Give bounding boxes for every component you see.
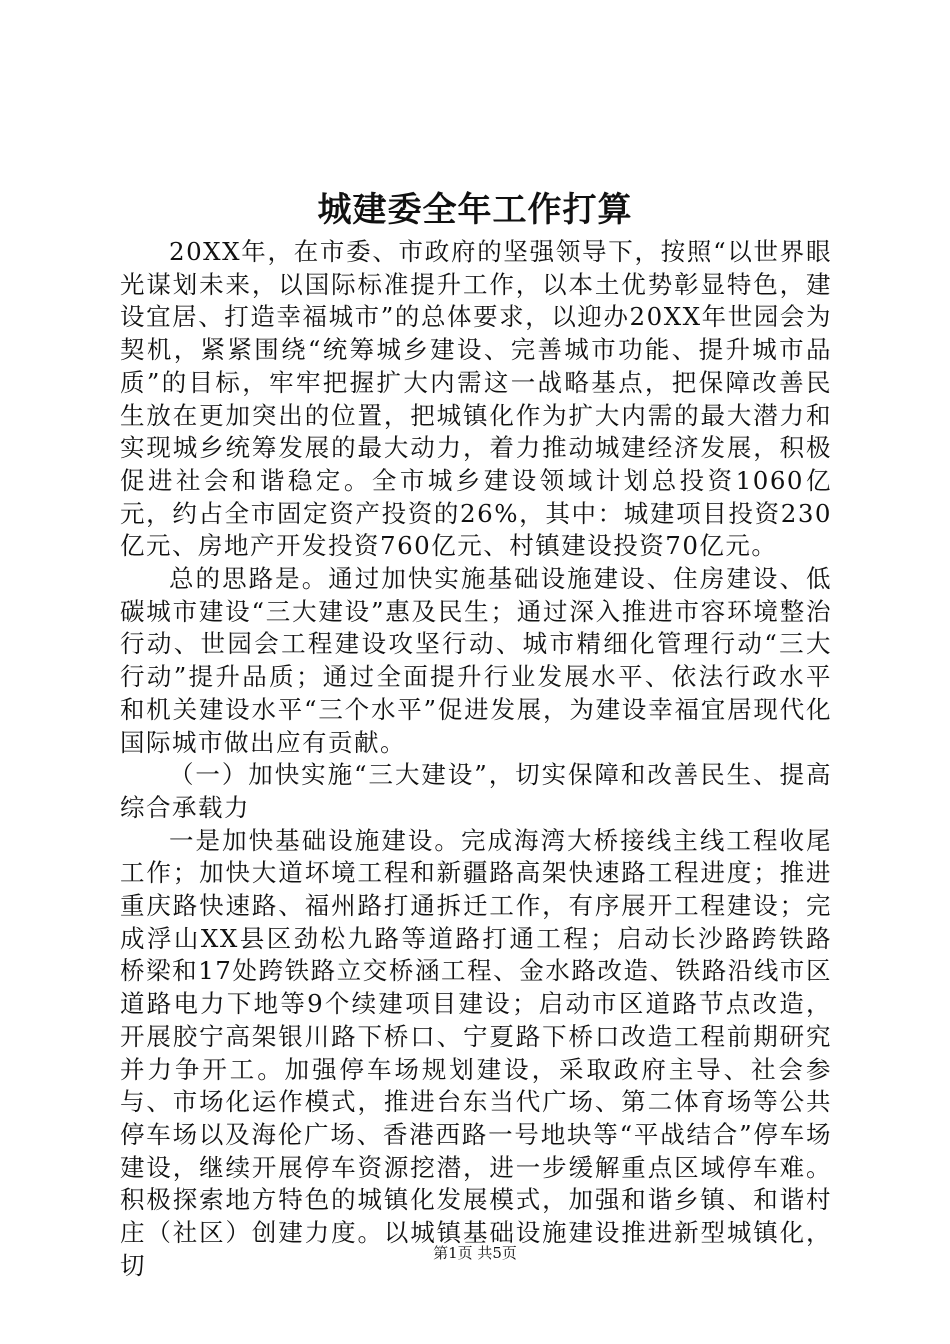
paragraph-intro: 20XX年，在市委、市政府的坚强领导下，按照“以世界眼光谋划未来，以国际标准提升工作，以本土优势彰显特色，建设宜居、打造幸福城市”的总体要求，以迎办20XX年世园会为契机，紧紧围绕“统筹城乡建设、完善城市功能、提升城市品质”的目标，牢牢把握扩大内需这一战略基点，把保障改善民生放在更加突出的位置，把城镇化作为扩大内需的最大潜力和实现城乡统筹发展的最大动力，着力推动城建经济发展，积极促进社会和谐稳定。全市城乡建设领域计划总投资1060亿元，约占全市固定资产投资的26%，其中：城建项目投资230亿元、房地产开发投资760亿元、村镇建设投资70亿元。	[120, 237, 832, 561]
document-body	[120, 236, 832, 1283]
paragraph-overall-approach: 总的思路是。通过加快实施基础设施建设、住房建设、低碳城市建设“三大建设”惠及民生；通过深入推进市容环境整治行动、世园会工程建设攻坚行动、城市精细化管理行动“三大行动”提升品质；通过全面提升行业发展水平、依法行政水平和机关建设水平“三个水平”促进发展，为建设幸福宜居现代化国际城市做出应有贡献。	[120, 564, 832, 757]
page-footer: 第1页 共5页	[433, 1244, 517, 1262]
section-heading-1: （一）加快实施“三大建设”，切实保障和改善民生、提高综合承载力	[120, 760, 832, 822]
document-title: 城建委全年工作打算	[317, 190, 633, 230]
paragraph-infrastructure: 一是加快基础设施建设。完成海湾大桥接线主线工程收尾工作；加快大道坏境工程和新疆路高架快速路工程进度；推进重庆路快速路、福州路打通拆迁工作，有序展开工程建设；完成浮山XX县区劲松九路等道路打通工程；启动长沙路跨铁路桥梁和17处跨铁路立交桥涵工程、金水路改造、铁路沿线市区道路电力下地等9个续建项目建设；启动市区道路节点改造，开展胶宁高架银川路下桥口、宁夏路下桥口改造工程前期研究并力争开工。加强停车场规划建设，采取政府主导、社会参与、市场化运作模式，推进台东当代广场、第二体育场等公共停车场以及海伦广场、香港西路一号地块等“平战结合”停车场建设，继续开展停车资源挖潜，进一步缓解重点区域停车难。积极探索地方特色的城镇化发展模式，加强和谐乡镇、和谐村庄（社区）创建力度。以城镇基础设施建设推进新型城镇化，切	[120, 825, 832, 1280]
